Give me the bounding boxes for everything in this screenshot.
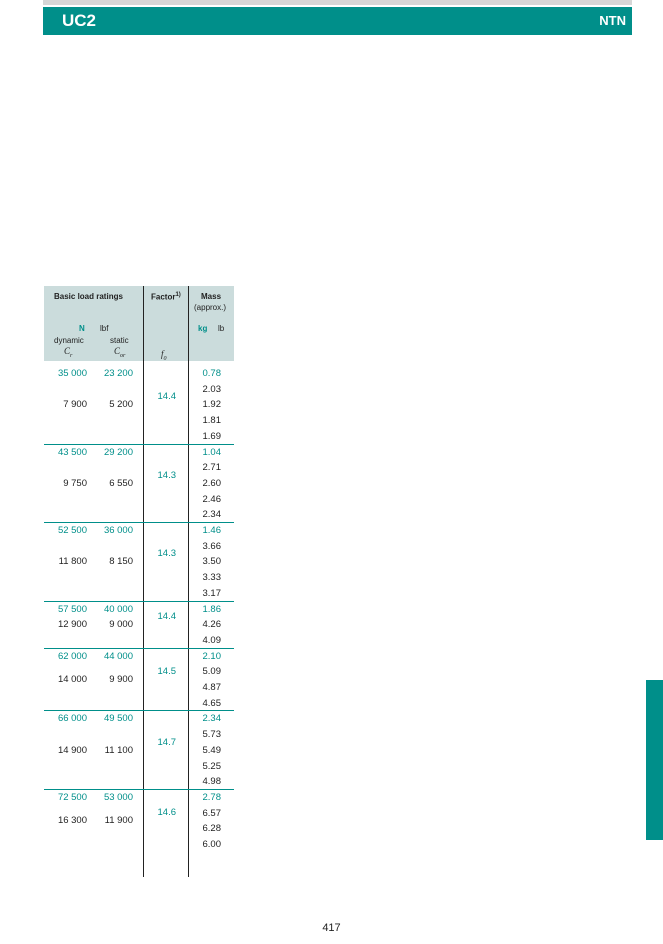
cell-factor: 14.6 [157,807,176,819]
cell-mass-lb: 5.49 [202,744,221,756]
cell-cor-n: 53 000 [103,791,133,803]
cell-cr-n: 62 000 [57,650,87,662]
cell-mass-lb: 6.00 [202,839,221,850]
cell-cr-n: 52 500 [57,525,87,536]
cell-mass-kg: 1.86 [202,603,221,615]
cell-cor-lbf: 5 200 [109,399,133,411]
cell-cr-n: 72 500 [57,791,87,803]
cell-mass-lb: 4.09 [202,634,221,646]
cell-cor-lbf: 8 150 [109,556,133,568]
symbol-f0: $f_0$ [161,349,167,362]
cell-mass-lb: 5.25 [202,760,221,772]
header-banner [43,7,632,35]
symbol-cor: $C_{or}$ [114,346,126,359]
header-mass: Mass [201,292,222,301]
row-separator [44,648,234,649]
cell-cr-n: 57 500 [57,603,87,615]
unit-lb: lb [218,324,225,333]
cell-factor: 14.4 [157,611,176,623]
symbol-cr: $C_r$ [64,346,73,359]
cell-cr-lbf: 9 750 [63,477,87,489]
cell-mass-lb: 2.46 [202,493,221,505]
row-separator [44,601,234,602]
cell-cr-lbf: 12 900 [57,619,87,631]
unit-lbf: lbf [100,324,109,333]
cell-factor: 14.7 [157,736,176,748]
cell-factor: 14.5 [157,666,176,678]
cell-cor-n: 44 000 [103,650,133,662]
cell-mass-lb: 4.65 [202,697,221,709]
cell-cr-lbf: 7 900 [63,399,87,411]
unit-kg: kg [198,324,208,333]
cell-cr-lbf: 14 900 [57,744,87,756]
cell-cr-n: 43 500 [57,446,87,458]
cell-mass-lb: 3.50 [202,556,221,568]
cell-mass-lb: 3.33 [202,572,221,584]
cell-cor-n: 23 200 [103,368,133,379]
unit-n: N [79,324,85,333]
cell-mass-lb: 2.34 [202,509,221,521]
cell-mass-lb: 3.17 [202,587,221,599]
cell-cr-n: 35 000 [57,368,87,379]
top-rule [43,0,632,5]
cell-cr-lbf: 16 300 [57,815,87,827]
page-number: 417 [322,922,341,934]
cell-mass-lb: 2.71 [202,462,221,474]
cell-mass-lb: 4.98 [202,776,221,788]
cell-mass-lb: 4.26 [202,619,221,631]
page-title: UC2 [62,11,97,30]
cell-mass-lb: 1.92 [202,399,221,411]
cell-mass-kg: 1.46 [202,525,221,536]
cell-factor: 14.4 [157,391,176,403]
cell-mass-lb: 3.66 [202,540,221,552]
cell-mass-kg: 0.78 [202,368,221,379]
cell-mass-lb: 2.03 [202,383,221,395]
row-separator [44,522,234,523]
row-separator [44,710,234,711]
cell-cor-lbf: 6 550 [109,477,133,489]
cell-mass-lb: 2.60 [202,477,221,489]
cell-mass-lb: 6.57 [202,807,221,819]
cell-factor: 14.3 [157,469,176,481]
cell-mass-lb: 5.73 [202,729,221,741]
cell-mass-kg: 2.34 [202,713,221,725]
cell-cor-lbf: 11 900 [104,815,133,827]
row-separator [44,789,234,790]
header-mass-approx: (approx.) [194,303,227,312]
cell-mass-lb: 5.09 [202,666,221,678]
cell-cr-lbf: 11 800 [58,556,87,568]
cell-cor-n: 36 000 [103,525,133,536]
cell-mass-kg: 1.04 [202,446,221,458]
row-separator [44,444,234,445]
cell-factor: 14.3 [157,548,176,560]
header-factor: Factor$^{1)}$ [151,292,181,302]
cell-cor-lbf: 11 100 [104,744,133,756]
header-load-ratings: Basic load ratings [54,292,123,301]
cell-cor-n: 49 500 [103,713,133,725]
cell-cor-n: 29 200 [103,446,133,458]
cell-cor-lbf: 9 000 [109,619,133,631]
cell-cr-lbf: 14 000 [57,674,87,686]
cell-mass-kg: 2.10 [202,650,221,662]
cell-cr-n: 66 000 [57,713,87,725]
cell-mass-lb: 6.28 [202,823,221,835]
cell-cor-lbf: 9 900 [109,674,133,686]
cell-mass-lb: 4.87 [202,682,221,693]
label-static: static [110,336,129,345]
table-header [44,286,234,361]
brand-logo: NTN [599,13,626,28]
cell-cor-n: 40 000 [103,603,133,615]
section-tab [646,680,663,840]
cell-mass-lb: 1.81 [202,415,221,427]
cell-mass-lb: 1.69 [202,430,221,442]
label-dynamic: dynamic [54,336,84,345]
cell-mass-kg: 2.78 [202,791,221,803]
